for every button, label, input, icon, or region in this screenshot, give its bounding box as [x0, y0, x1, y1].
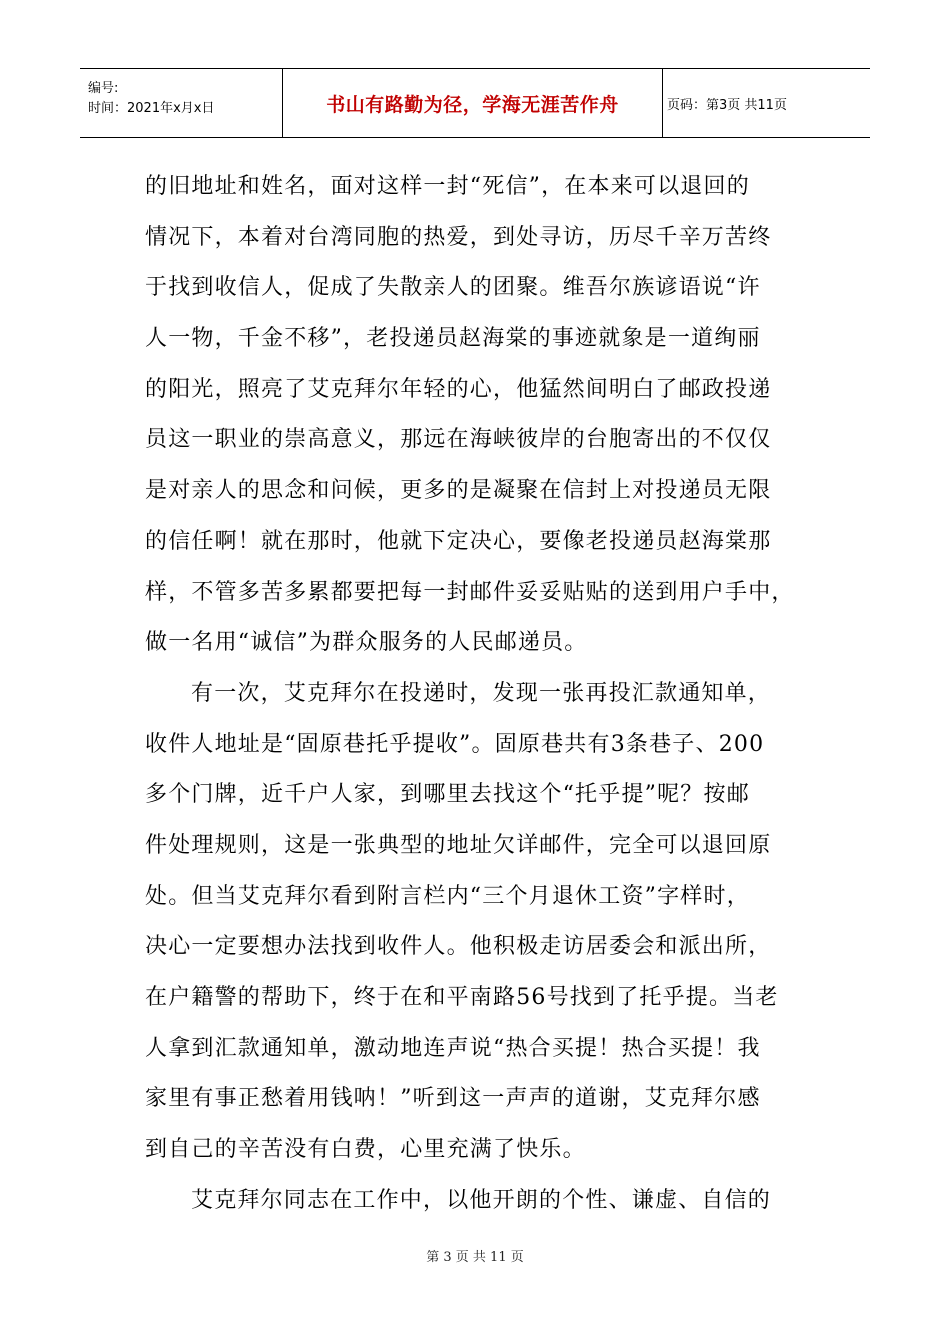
page-footer: 第 3 页 共 11 页: [426, 1250, 524, 1265]
header-motto: 书山有路勤为径，学海无涯苦作舟: [326, 93, 619, 116]
text-line: 在户籍警的帮助下，终于在和平南路56号找到了托乎提。当老: [145, 985, 779, 1010]
text-line: 是对亲人的思念和问候，更多的是凝聚在信封上对投递员无限: [145, 478, 772, 504]
text-line: 决心一定要想办法找到收件人。他积极走访居委会和派出所，: [145, 934, 772, 960]
text-line: 的阳光，照亮了艾克拜尔年轻的心，他猛然间明白了邮政投递: [145, 376, 772, 402]
text-line: 件处理规则，这是一张典型的地址欠详邮件，完全可以退回原: [145, 832, 772, 858]
page-header: [80, 68, 870, 138]
text-line: 收件人地址是“固原巷托乎提收”。固原巷共有3条巷子、200: [145, 731, 765, 757]
header-meta: [80, 69, 283, 137]
text-line: 家里有事正愁着用钱呐！”听到这一声声的道谢，艾克拜尔感: [145, 1086, 761, 1112]
text-line: 人拿到汇款通知单，激动地连声说“热合买提！热合买提！我: [145, 1035, 761, 1061]
paragraph-start-line: 艾克拜尔同志在工作中，以他开朗的个性、谦虚、自信的: [191, 1187, 772, 1213]
text-line: 到自己的辛苦没有白费，心里充满了快乐。: [145, 1137, 586, 1163]
text-line: 员这一职业的崇高意义，那远在海峡彼岸的台胞寄出的不仅仅: [145, 427, 772, 453]
header-page-info-cell: [663, 69, 874, 137]
document-number-label: 编号:: [88, 81, 119, 96]
text-line: 处。但当艾克拜尔看到附言栏内“三个月退休工资”字样时，: [145, 883, 750, 909]
text-line: 做一名用“诚信”为群众服务的人民邮递员。: [145, 630, 588, 656]
text-line: 样，不管多苦多累都要把每一封邮件妥妥贴贴的送到用户手中，: [145, 579, 795, 605]
text-line: 人一物，千金不移”，老投递员赵海棠的事迹就象是一道绚丽: [145, 326, 761, 352]
text-line: 多个门牌，近千户人家，到哪里去找这个“托乎提”呢？按邮: [145, 782, 750, 808]
header-motto-cell: [283, 69, 663, 137]
header-page-info: 页码：第3页 共11页: [667, 97, 787, 113]
text-line: 于找到收信人，促成了失散亲人的团聚。维吾尔族谚语说“许: [145, 275, 761, 301]
text-line: 情况下，本着对台湾同胞的热爱，到处寻访，历尽千辛万苦终: [145, 224, 772, 250]
body-text: [145, 162, 825, 1226]
paragraph-start-line: 有一次，艾克拜尔在投递时，发现一张再投汇款通知单，: [191, 680, 772, 706]
text-line: 的旧地址和姓名，面对这样一封“死信”，在本来可以退回的: [145, 174, 750, 199]
document-date: 时间：2021年x月x日: [88, 101, 215, 116]
text-line: 的信任啊！就在那时，他就下定决心，要像老投递员赵海棠那: [145, 528, 772, 554]
